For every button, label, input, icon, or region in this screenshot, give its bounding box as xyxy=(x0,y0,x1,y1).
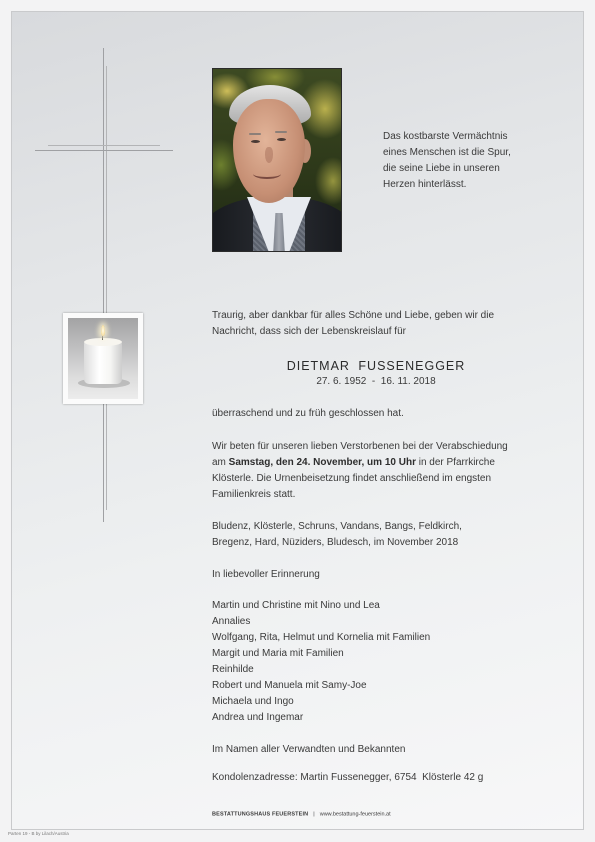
places-line: Bregenz, Hard, Nüziders, Bludesch, im November 2018 xyxy=(212,537,459,548)
mourner-item: Wolfgang, Rita, Helmut und Kornelia mit Familien xyxy=(212,632,431,643)
cross-horizontal-line xyxy=(35,150,173,151)
portrait-mouth xyxy=(253,169,281,179)
places-paragraph xyxy=(212,519,462,551)
service-line: Familienkreis statt. xyxy=(212,489,296,500)
portrait-nose xyxy=(265,147,273,163)
candle-top xyxy=(84,338,122,346)
deceased-name: DIETMAR FUSSENEGGER xyxy=(286,359,466,373)
mourner-item: Andrea und Ingemar xyxy=(212,712,304,723)
service-line: Wir beten für unseren lieben Verstorbenen bei der Verabschiedung xyxy=(212,441,508,452)
funeral-home-footer xyxy=(212,811,391,817)
mourner-item: Reinhilde xyxy=(212,664,254,675)
cross-vertical-line xyxy=(103,48,104,522)
portrait-eyebrow-right xyxy=(275,131,287,133)
service-date-suffix: in der Pfarrkirche xyxy=(415,457,495,468)
quote-line: Das kostbarste Vermächtnis xyxy=(383,131,508,142)
footer-separator: | xyxy=(313,811,315,817)
mourner-item: Robert und Manuela mit Samy-Joe xyxy=(212,680,367,691)
service-date-time: Samstag, den 24. November, um 10 Uhr xyxy=(228,457,416,468)
memorial-quote xyxy=(383,129,511,193)
service-paragraph xyxy=(212,439,508,503)
closing-line: überraschend und zu früh geschlossen hat. xyxy=(212,408,404,419)
portrait-eye-right xyxy=(277,138,286,141)
mourners-list xyxy=(212,598,430,726)
intro-line: Nachricht, dass sich der Lebenskreislauf für xyxy=(212,326,406,337)
quote-line: Herzen hinterlässt. xyxy=(383,179,467,190)
mourner-item: Michaela und Ingo xyxy=(212,696,294,707)
remembrance-line: In liebevoller Erinnerung xyxy=(212,569,320,580)
relatives-line: Im Namen aller Verwandten und Bekannten xyxy=(212,744,406,755)
mourner-item: Margit und Maria mit Familien xyxy=(212,648,344,659)
funeral-home-website: www.bestattung-feuerstein.at xyxy=(319,811,391,817)
quote-line: eines Menschen ist die Spur, xyxy=(383,147,511,158)
intro-line: Traurig, aber dankbar für alles Schöne und Liebe, geben wir die xyxy=(212,310,495,321)
candle-icon xyxy=(68,318,138,399)
funeral-home-name: BESTATTUNGSHAUS FEUERSTEIN xyxy=(212,811,309,817)
mourner-item: Martin und Christine mit Nino und Lea xyxy=(212,600,380,611)
candle-body xyxy=(84,342,122,384)
candle-wick xyxy=(102,336,103,340)
portrait-eye-left xyxy=(251,140,260,143)
print-imprint: Parten 19 - B by Lilach/Austria xyxy=(8,831,69,836)
portrait-photo xyxy=(212,68,342,252)
cross-horizontal-line-upper xyxy=(48,145,160,146)
mourner-item: Annalies xyxy=(212,616,251,627)
service-line-date xyxy=(212,455,508,471)
intro-paragraph xyxy=(212,308,494,340)
life-dates: 27. 6. 1952 - 16. 11. 2018 xyxy=(316,376,436,387)
condolence-address: Kondolenzadresse: Martin Fussenegger, 6754 Klösterle 42 g xyxy=(212,772,484,783)
service-date-prefix: am xyxy=(212,457,229,468)
cross-vertical-line-inner xyxy=(106,66,107,510)
portrait-eyebrow-left xyxy=(249,133,261,135)
candle-picture xyxy=(63,313,143,404)
candle-flame xyxy=(101,325,105,336)
quote-line: die seine Liebe in unseren xyxy=(383,163,500,174)
service-line: Klösterle. Die Urnenbeisetzung findet anschließend im engsten xyxy=(212,473,492,484)
places-line: Bludenz, Klösterle, Schruns, Vandans, Bangs, Feldkirch, xyxy=(212,521,462,532)
